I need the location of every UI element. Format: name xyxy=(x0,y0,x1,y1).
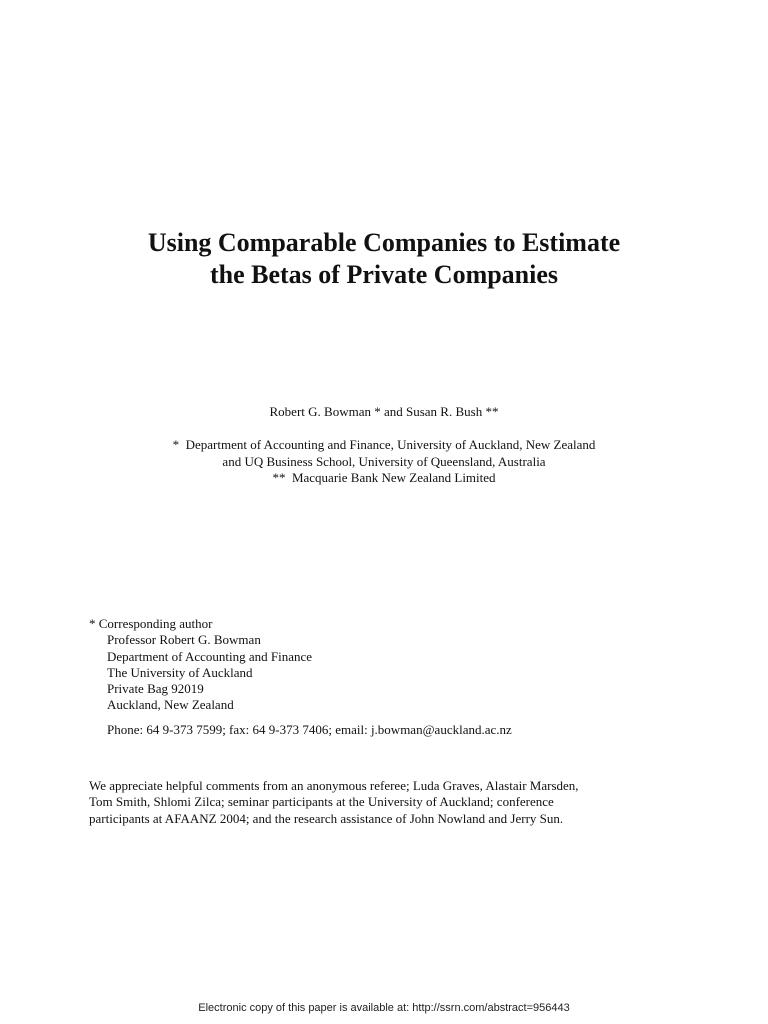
contact-line: Phone: 64 9-373 7599; fax: 64 9-373 7406; email: j.bowman@auckland.ac.nz xyxy=(107,721,512,737)
address-line: Department of Accounting and Finance xyxy=(107,648,313,664)
acknowledgement-line: participants at AFAANZ 2004; and the research assistance of John Nowland and Jerry Sun. xyxy=(89,810,564,826)
corresponding-author-block xyxy=(89,616,512,738)
paper-title-line-1: Using Comparable Companies to Estimate xyxy=(147,228,621,257)
paper-title xyxy=(0,227,768,291)
affiliation-line: and UQ Business School, University of Queensland, Australia xyxy=(222,453,546,469)
address-line: Private Bag 92019 xyxy=(107,681,204,697)
address-line: Auckland, New Zealand xyxy=(107,697,234,713)
acknowledgement-line: Tom Smith, Shlomi Zilca; seminar participants at the University of Auckland; conference xyxy=(89,794,554,810)
ssrn-footer: Electronic copy of this paper is available at: http://ssrn.com/abstract=956443 xyxy=(198,1002,570,1014)
affiliations xyxy=(0,437,768,487)
acknowledgements xyxy=(89,778,689,827)
address-line: Professor Robert G. Bowman xyxy=(107,632,261,648)
paper-title-line-2: the Betas of Private Companies xyxy=(209,260,559,289)
affiliation-line: ** Macquarie Bank New Zealand Limited xyxy=(272,470,496,485)
affiliation-line: * Department of Accounting and Finance, University of Auckland, New Zealand xyxy=(172,437,596,452)
corresponding-author-heading: * Corresponding author xyxy=(89,616,213,631)
acknowledgement-line: We appreciate helpful comments from an anonymous referee; Luda Graves, Alastair Marsden, xyxy=(89,778,579,793)
author-list: Robert G. Bowman * and Susan R. Bush ** xyxy=(269,404,499,419)
address-line: The University of Auckland xyxy=(107,664,253,680)
